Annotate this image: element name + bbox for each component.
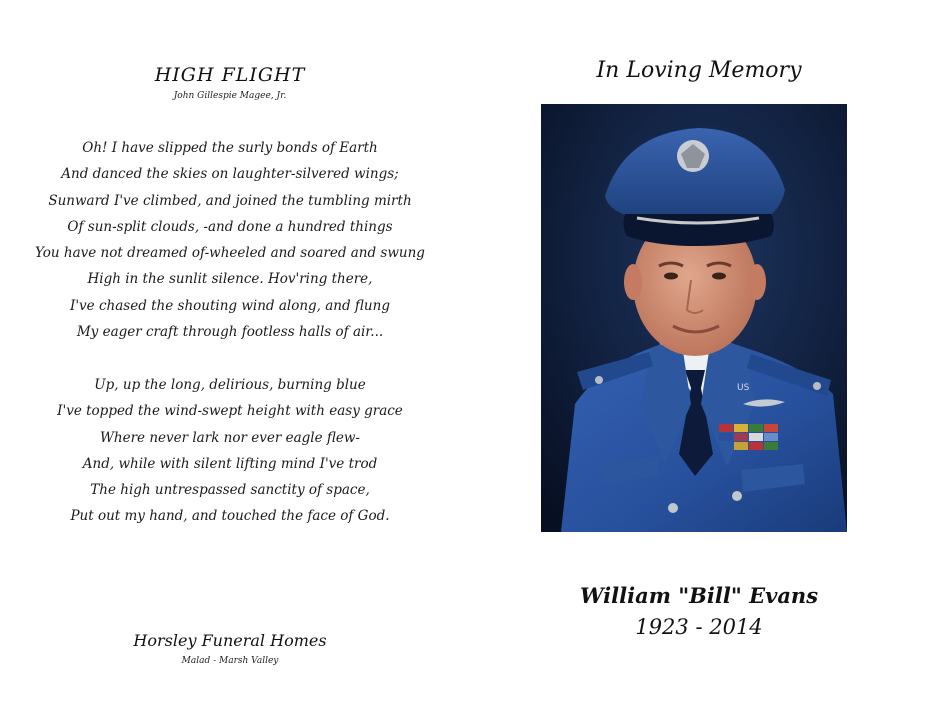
coat-button <box>668 503 678 513</box>
portrait-illustration <box>541 104 847 532</box>
poem-line: High in the sunlit silence. Hov'ring there, <box>87 271 373 288</box>
eye-left <box>664 273 678 280</box>
memorial-panel <box>466 0 932 706</box>
coat-button <box>732 491 742 501</box>
ear-right <box>748 264 766 300</box>
poem-stanza-1 <box>0 135 460 345</box>
poem-line: You have not dreamed of-wheeled and soared and swung <box>35 245 425 262</box>
portrait-photo <box>541 104 847 532</box>
eye-right <box>712 273 726 280</box>
poem-line: The high untrespassed sanctity of space, <box>90 482 370 499</box>
poem-line: Where never lark nor ever eagle flew- <box>100 429 360 446</box>
shoulder-insignia-left <box>595 376 603 384</box>
poem-line: Sunward I've climbed, and joined the tumbling mirth <box>48 192 412 209</box>
collar-insignia-label: US <box>737 383 750 393</box>
poem-line: Put out my hand, and touched the face of God. <box>70 508 390 525</box>
poem-stanza-2 <box>0 372 460 530</box>
deceased-name: William "Bill" Evans <box>579 583 819 608</box>
memorial-heading: In Loving Memory <box>596 58 802 83</box>
poem-author: John Gillespie Magee, Jr. <box>173 91 287 101</box>
poem-line: And, while with silent lifting mind I've trod <box>82 455 378 472</box>
life-dates: 1923 - 2014 <box>635 615 763 639</box>
funeral-home-location: Malad - Marsh Valley <box>181 656 279 666</box>
poem-line: Of sun-split clouds, -and done a hundred things <box>67 218 393 235</box>
poem-title: HIGH FLIGHT <box>154 64 306 86</box>
poem-line: I've topped the wind-swept height with easy grace <box>57 403 403 420</box>
ear-left <box>624 264 642 300</box>
poem-line: My eager craft through footless halls of air... <box>76 324 384 341</box>
poem-line: And danced the skies on laughter-silvered wings; <box>61 166 399 183</box>
shoulder-insignia-right <box>813 382 821 390</box>
funeral-home-name: Horsley Funeral Homes <box>133 631 327 650</box>
poem-line: Up, up the long, delirious, burning blue <box>94 377 366 393</box>
poem-line: I've chased the shouting wind along, and flung <box>70 297 390 314</box>
poem-line: Oh! I have slipped the surly bonds of Earth <box>82 140 378 156</box>
